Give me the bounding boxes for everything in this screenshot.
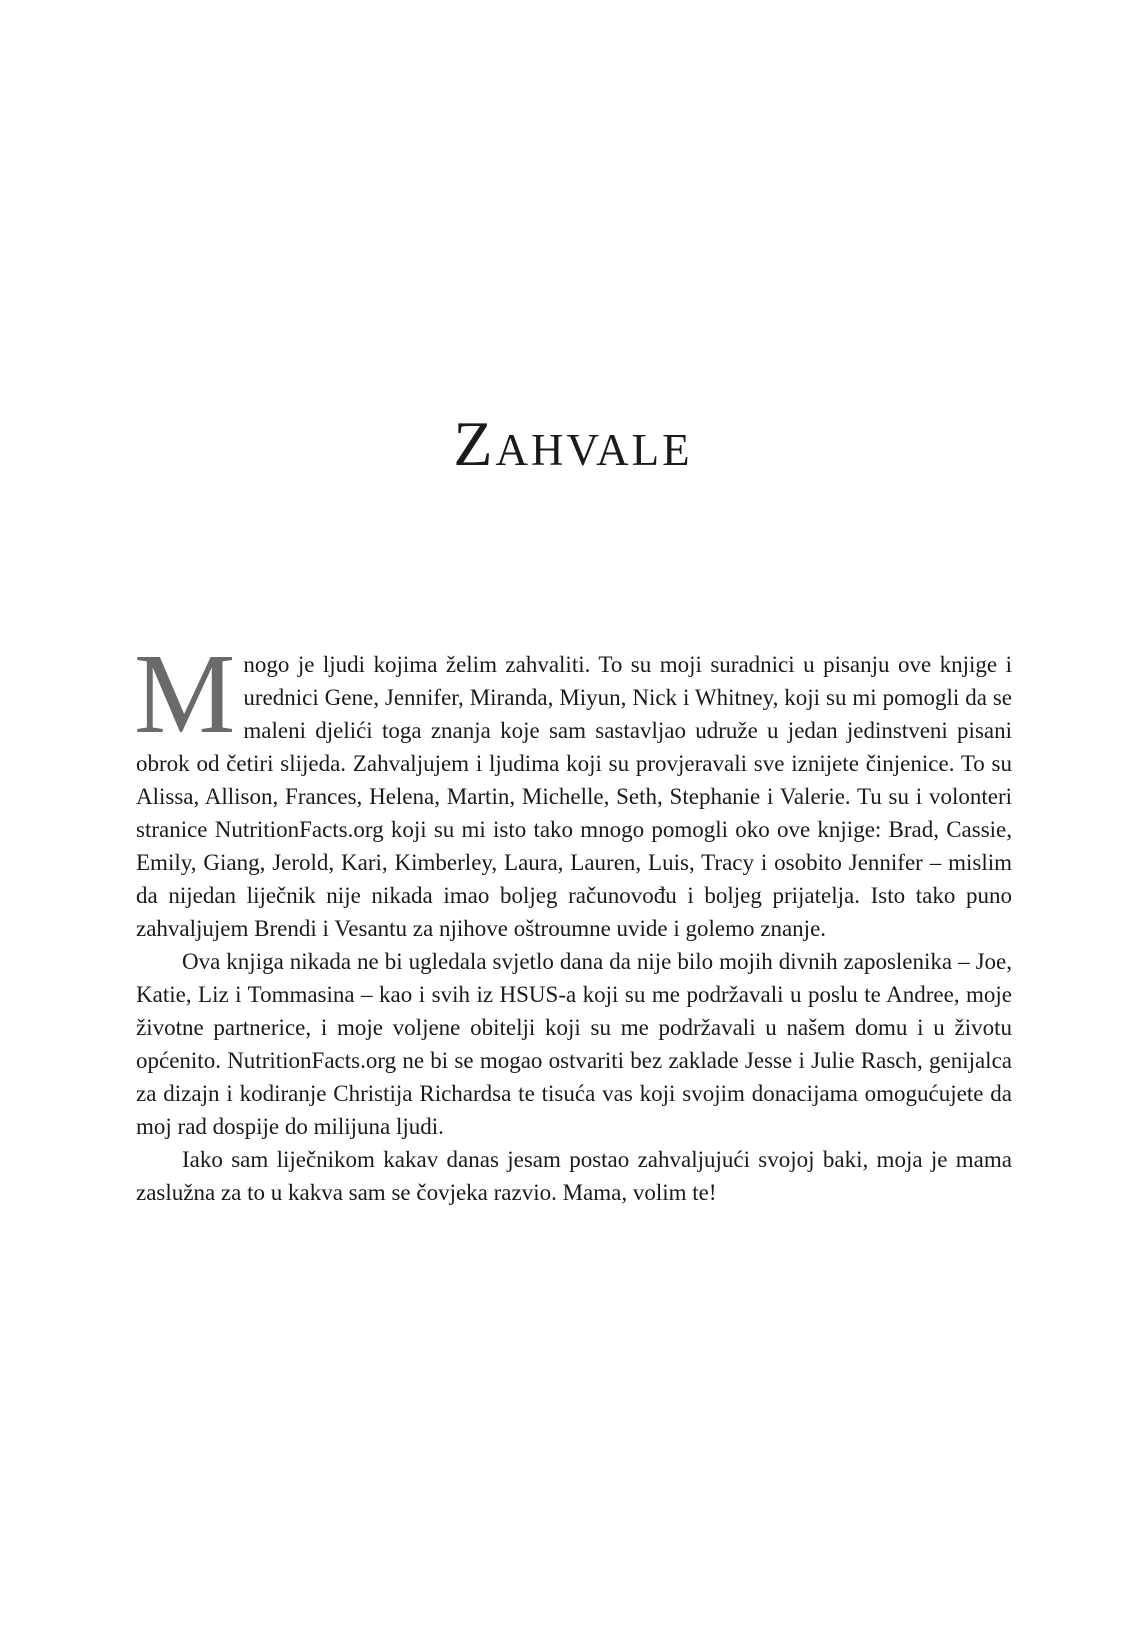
paragraph-2: Ova knjiga nikada ne bi ugledala svjetlo dana da nije bilo mojih divnih zaposlenika – Joe, Katie, Liz i Tommasina – kao i svih iz HSUS-a koji su me podržavali u poslu te Andree, moje životne partnerice, i moje voljene obitelji koji su me podržavali u našem domu i u životu općenito. NutritionFacts.org ne bi se mogao ostvariti bez zaklade Jesse i Julie Rasch, genijalca za dizajn i kodiranje Christija Richardsa te tisuća vas koji svojim donacijama omogućujete da moj rad dospije do milijuna ljudi. [136, 949, 1012, 1139]
drop-cap: M [134, 630, 236, 757]
paragraph-1 [134, 630, 1012, 945]
paragraph-1-text: nogo je ljudi kojima želim zahvaliti. To su moji suradnici u pisanju ove knjige i urednici Gene, Jennifer, Miranda, Miyun, Nick i Whitney, koji su mi pomogli da se maleni djelići toga znanja koje sam sastavljao udruže u jedan jedinstveni pisani obrok od četiri slijeda. Zahvaljujem i ljudima koji su provjeravali sve iznijete činjenice. To su Alissa, Allison, Frances, Helena, Martin, Michelle, Seth, Stephanie i Valerie. Tu su i volonteri stranice NutritionFacts.org koji su mi isto tako mnogo pomogli oko ove knjige: Brad, Cassie, Emily, Giang, Jerold, Kari, Kimberley, Laura, Lauren, Luis, Tracy i osobito Jennifer – mislim da nijedan liječnik nije nikada imao boljeg računovođu i boljeg prijatelja. Isto tako puno zahvaljujem Brendi i Vesantu za njihove oštroumne uvide i golemo znanje. [136, 652, 1012, 941]
paragraph-3: Iako sam liječnikom kakav danas jesam postao zahvaljujući svojoj baki, moja je mama zaslužna za to u kakva sam se čovjeka razvio. Mama, volim te! [136, 1147, 1012, 1205]
page-title: Zahvale [453, 408, 693, 479]
acknowledgements-text [134, 630, 1012, 1209]
